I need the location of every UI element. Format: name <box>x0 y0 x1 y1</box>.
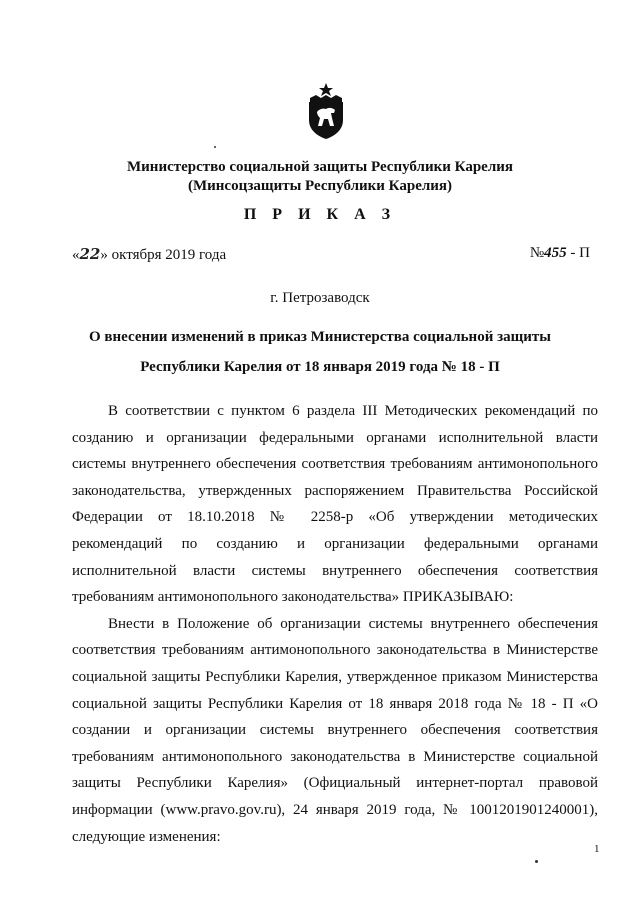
paragraph-2: Внести в Положение об организации системы внутреннего обеспечения соответствия требованиям антимонопольного законодательства в Министерстве социальной защиты Республики Карелия, утвержденное приказом Министерства социальной защиты Республики Карелия от 18 января 2018 года № 18 - П «О создании и организации системы внутреннего обеспечения соответствия требованиям антимонопольного законодательства в Министерстве социальной защиты Республики Карелия» (Официальный интернет-портал правовой информации (www.pravo.gov.ru), 24 января 2019 года, № 1001201901240001), следующие изменения: <box>72 615 598 845</box>
subject-line-1: О внесении изменений в приказ Министерства социальной защиты <box>88 329 552 345</box>
page-number: 1 <box>594 843 600 855</box>
number-value: 455 <box>544 245 567 261</box>
order-date <box>72 245 226 264</box>
ministry-short-name: (Минсоцзащиты Республики Карелия) <box>187 178 453 194</box>
document-type: П Р И К А З <box>243 206 397 223</box>
number-suffix: - П <box>566 245 590 261</box>
subject-line-2: Республики Карелия от 18 января 2019 года № 18 - П <box>140 359 500 375</box>
karelia-coat-of-arms-icon <box>304 82 348 140</box>
date-open-quote: « <box>72 247 80 263</box>
number-prefix: № <box>529 245 545 261</box>
paragraph-1: В соответствии с пунктом 6 раздела III Методических рекомендаций по созданию и организации федеральными органами исполнительной власти системы внутреннего обеспечения соответствия требованиям антимонопольного законодательства, утвержденных распоряжением Правительства Российской Федерации от 18.10.2018 № 2258-р «Об утверждении методических рекомендаций по созданию и организации федеральными органами исполнительной власти системы внутреннего обеспечения соответствия требованиям антимонопольного законодательства» ПРИКАЗЫВАЮ: <box>72 403 598 606</box>
document-body <box>72 398 598 850</box>
scan-speck <box>214 146 216 148</box>
order-number <box>530 245 590 262</box>
scan-speck <box>535 860 538 863</box>
date-rest: » октября 2019 года <box>100 247 227 263</box>
ministry-name: Министерство социальной защиты Республики Карелия <box>127 159 513 175</box>
date-day: 22 <box>79 245 101 263</box>
order-subject <box>0 322 640 382</box>
city: г. Петрозаводск <box>270 290 370 306</box>
ministry-header <box>0 158 640 196</box>
